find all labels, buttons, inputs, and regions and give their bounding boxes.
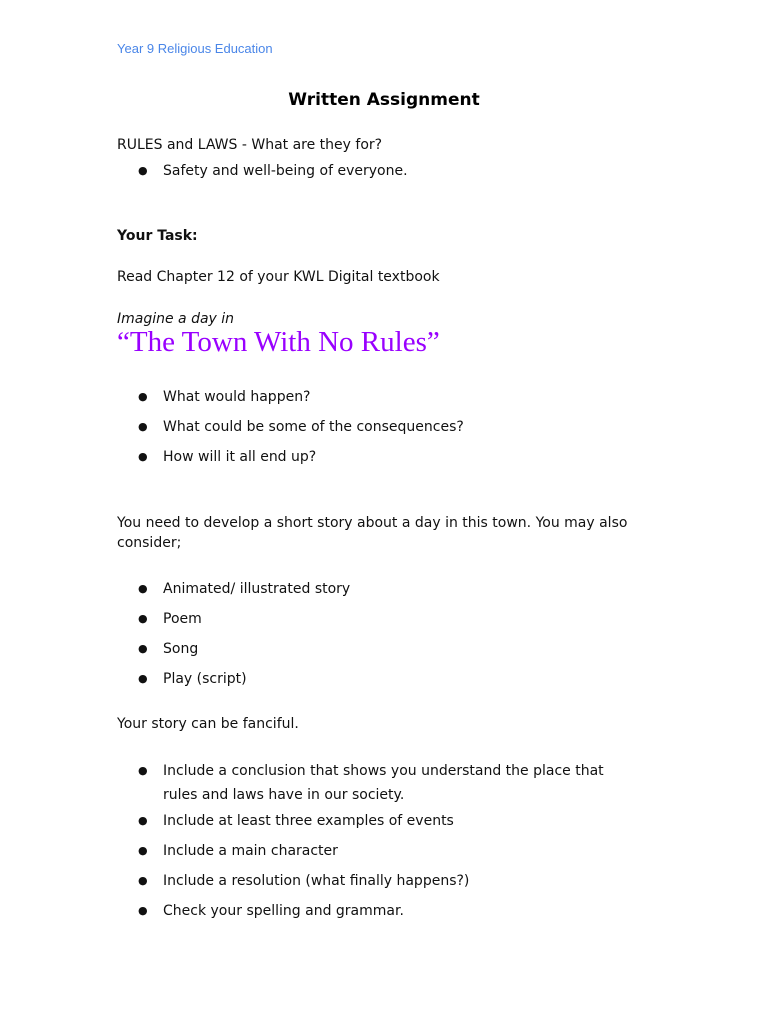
task-heading: Your Task: [117,228,198,244]
bullet-icon: ● [138,420,148,433]
bullet-icon: ● [138,390,148,403]
option-bullet-list [117,578,657,690]
rules-question: RULES and LAWS - What are they for? [117,137,383,153]
list-item: ● What would happen? [117,386,657,408]
intro-bullet-list [117,160,657,182]
imagine-text: Imagine a day in [117,311,235,327]
bullet-icon: ● [138,814,148,827]
list-item: ● Include a resolution (what finally happens?) [117,870,637,892]
list-item: ● What could be some of the consequences? [117,416,657,438]
list-item: ● Poem [117,608,657,630]
bullet-icon: ● [138,612,148,625]
bullet-icon: ● [138,844,148,857]
bullet-icon: ● [138,582,148,595]
town-title: “The Town With No Rules” [117,326,440,358]
bullet-icon: ● [138,450,148,463]
list-item: ● Include a main character [117,840,637,862]
bullet-icon: ● [138,642,148,655]
list-item: ● How will it all end up? [117,446,657,468]
bullet-icon: ● [138,672,148,685]
list-item: ● Song [117,638,657,660]
bullet-icon: ● [138,874,148,887]
bullet-icon: ● [138,164,148,177]
bullet-icon: ● [138,904,148,917]
course-header: Year 9 Religious Education [117,41,273,56]
list-item: ● Animated/ illustrated story [117,578,657,600]
question-bullet-list [117,386,657,468]
bullet-icon: ● [138,764,148,777]
requirement-bullet-list [117,759,637,922]
list-item: ● Check your spelling and grammar. [117,900,637,922]
list-item: ● Include a conclusion that shows you understand the place that rules and laws have in our society. [117,759,637,807]
read-instruction: Read Chapter 12 of your KWL Digital textbook [117,269,440,285]
list-item: ● Include at least three examples of events [117,810,637,832]
fanciful-note: Your story can be fanciful. [117,716,299,732]
list-item: ● Play (script) [117,668,657,690]
develop-paragraph: You need to develop a short story about a day in this town. You may also consider; [117,515,628,551]
page-title: Written Assignment [288,90,480,110]
list-item: ● Safety and well-being of everyone. [117,160,657,182]
